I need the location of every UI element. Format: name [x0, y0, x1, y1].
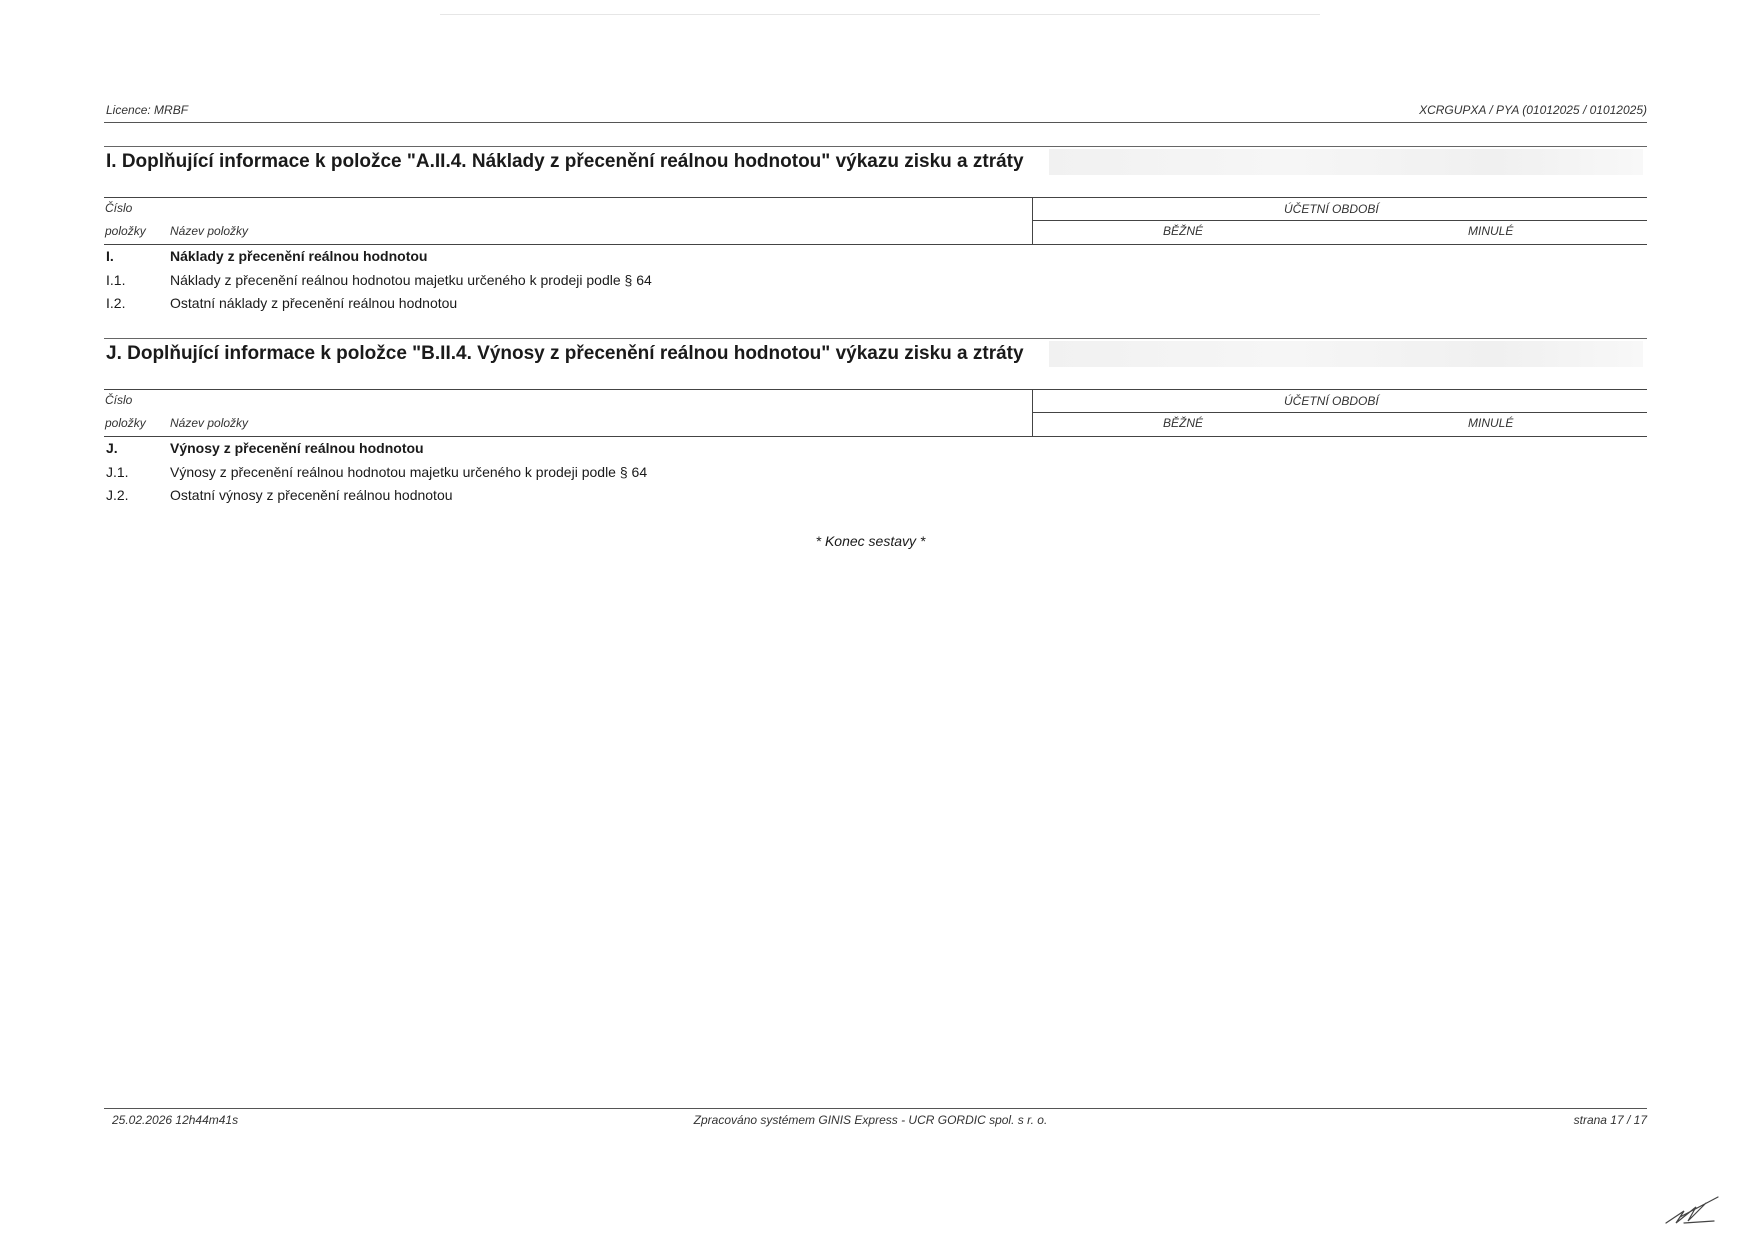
table-row: [104, 461, 1647, 485]
column-header-polozky: položky: [105, 224, 146, 238]
section-i: [104, 146, 1647, 316]
footer-page-number: strana 17 / 17: [1573, 1113, 1647, 1127]
scan-edge-line: [440, 14, 1320, 15]
column-header-polozky: položky: [105, 416, 146, 430]
row-number: J.: [106, 440, 118, 456]
row-name: Výnosy z přecenění reálnou hodnotou: [170, 440, 424, 456]
table-row: [104, 245, 1647, 269]
column-header-obdobi: ÚČETNÍ OBDOBÍ: [1284, 202, 1379, 216]
row-number: J.1.: [106, 463, 129, 480]
column-header-bezne: BĚŽNÉ: [1163, 416, 1204, 430]
table-row: [104, 437, 1647, 461]
section-title-text: I. Doplňující informace k položce "A.II.4. Náklady z přecenění reálnou hodnotou" výkazu zisku a ztráty: [106, 151, 1024, 172]
row-name: Výnosy z přecenění reálnou hodnotou majetku určeného k prodeji podle § 64: [170, 463, 648, 480]
column-header-cislo: Číslo: [105, 393, 133, 407]
column-divider: [1032, 390, 1033, 436]
column-header-nazev: Název položky: [170, 416, 249, 430]
section-title-text: J. Doplňující informace k položce "B.II.4. Výnosy z přecenění reálnou hodnotou" výkazu zisku a ztráty: [106, 343, 1024, 364]
table-row: [104, 292, 1647, 316]
licence-label: Licence: MRBF: [106, 103, 189, 117]
row-name: Ostatní náklady z přecenění reálnou hodnotou: [170, 295, 458, 311]
period-divider: [1032, 220, 1647, 221]
column-divider: [1032, 198, 1033, 244]
footer-divider: [104, 1108, 1647, 1109]
footer-processed-by: Zpracováno systémem GINIS Express - UCR GORDIC spol. s r. o.: [693, 1113, 1048, 1127]
column-header-obdobi: ÚČETNÍ OBDOBÍ: [1284, 394, 1379, 408]
table-row: [104, 484, 1647, 508]
end-of-report-note: * Konec sestavy *: [815, 533, 926, 549]
signature-mark: [1662, 1193, 1722, 1229]
report-code: XCRGUPXA / PYA (01012025 / 01012025): [1419, 103, 1647, 117]
row-number: I.1.: [106, 271, 126, 288]
column-header-bezne: BĚŽNÉ: [1163, 224, 1204, 238]
row-number: J.2.: [106, 487, 129, 503]
title-shading: [1049, 341, 1643, 367]
header-divider: [104, 122, 1647, 123]
table-header: [104, 389, 1647, 437]
row-name: Náklady z přecenění reálnou hodnotou majetku určeného k prodeji podle § 64: [170, 271, 652, 288]
table-body: [104, 437, 1647, 508]
column-header-minule: MINULÉ: [1468, 224, 1514, 238]
row-name: Náklady z přecenění reálnou hodnotou: [170, 248, 428, 264]
column-header-minule: MINULÉ: [1468, 416, 1514, 430]
section-title: [104, 338, 1647, 370]
section-j: [104, 338, 1647, 508]
column-header-nazev: Název položky: [170, 224, 249, 238]
footer-timestamp: 25.02.2026 12h44m41s: [112, 1113, 239, 1127]
row-number: I.: [106, 248, 114, 264]
table-body: [104, 245, 1647, 316]
period-divider: [1032, 412, 1647, 413]
row-number: I.2.: [106, 295, 126, 311]
table-row: [104, 269, 1647, 293]
title-shading: [1049, 149, 1643, 175]
row-name: Ostatní výnosy z přecenění reálnou hodnotou: [170, 487, 453, 503]
section-title: [104, 146, 1647, 178]
column-header-cislo: Číslo: [105, 201, 133, 215]
table-header: [104, 197, 1647, 245]
